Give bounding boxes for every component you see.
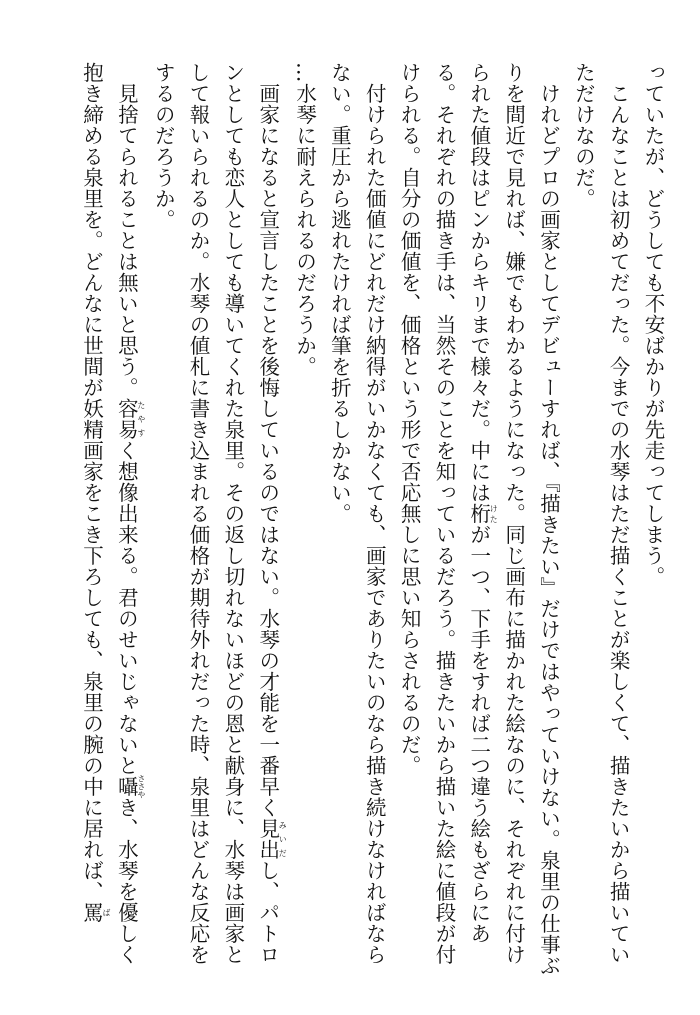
ruby-miida: 見出みいだ bbox=[255, 817, 288, 860]
paragraph-4: 付けられた価値にどれだけ納得がいかなくても、画家でありたいのなら描き続けなければならない。重圧から逃れたければ筆を折るしかない。 bbox=[327, 62, 387, 965]
ruby-ba: 罵ば bbox=[79, 902, 111, 923]
paragraph-3: けれどプロの画家としてデビューすれば、『描きたい』だけではやっていけない。泉里の仕事ぶりを間近で見れば、嫌でもわかるようになった。同じ画布に描かれた絵なのに、それぞれに付けられた値段はピンからキリまで様々だ。中には桁けたが一つ、下手をすれば二つ違う絵もざらにある。それぞれの描き手は、当然そのことを知っているだろう。描きたいから描いた絵に値段が付けられる。自分の価値を、価格という形で否応無しに思い知らされるのだ。 bbox=[397, 62, 561, 976]
vertical-text-body bbox=[74, 62, 670, 982]
paragraph-5: …水琴に耐えられるのだろうか。 bbox=[292, 62, 317, 377]
ruby-sasaya: 囁ささや bbox=[114, 774, 146, 798]
paragraph-1: っていたが、どうしても不安ばかりが先走ってしまう。 bbox=[641, 62, 665, 587]
paragraph-7: 見捨てられることは無いと思う。容易たやすく想像出来る。君のせいじゃないと囁ささやき、水琴を優しく抱き締める泉里を。どんなに世間が妖精画家をこき下ろしても、泉里の腕の中に居れば、罵ば bbox=[79, 62, 146, 965]
paragraph-6: 画家になると宣言したことを後悔しているのではない。水琴の才能を一番早く見出みいだし、パトロンとしても恋人としても導いてくれた泉里。その返し切れないほどの恩と献身に、水琴は画家として報いられるのか。水琴の値札に書き込まれる価格が期待外れだった時、泉里はどんな反応をするのだろうか。 bbox=[151, 62, 288, 965]
ruby-keta: 桁けた bbox=[466, 503, 499, 524]
ruby-tayasu: 容易たやす bbox=[114, 397, 146, 440]
paragraph-2: こんなことは初めてだった。今までの水琴はただ描くことが楽しくて、描きたいから描いていただけなのだ。 bbox=[571, 62, 631, 965]
